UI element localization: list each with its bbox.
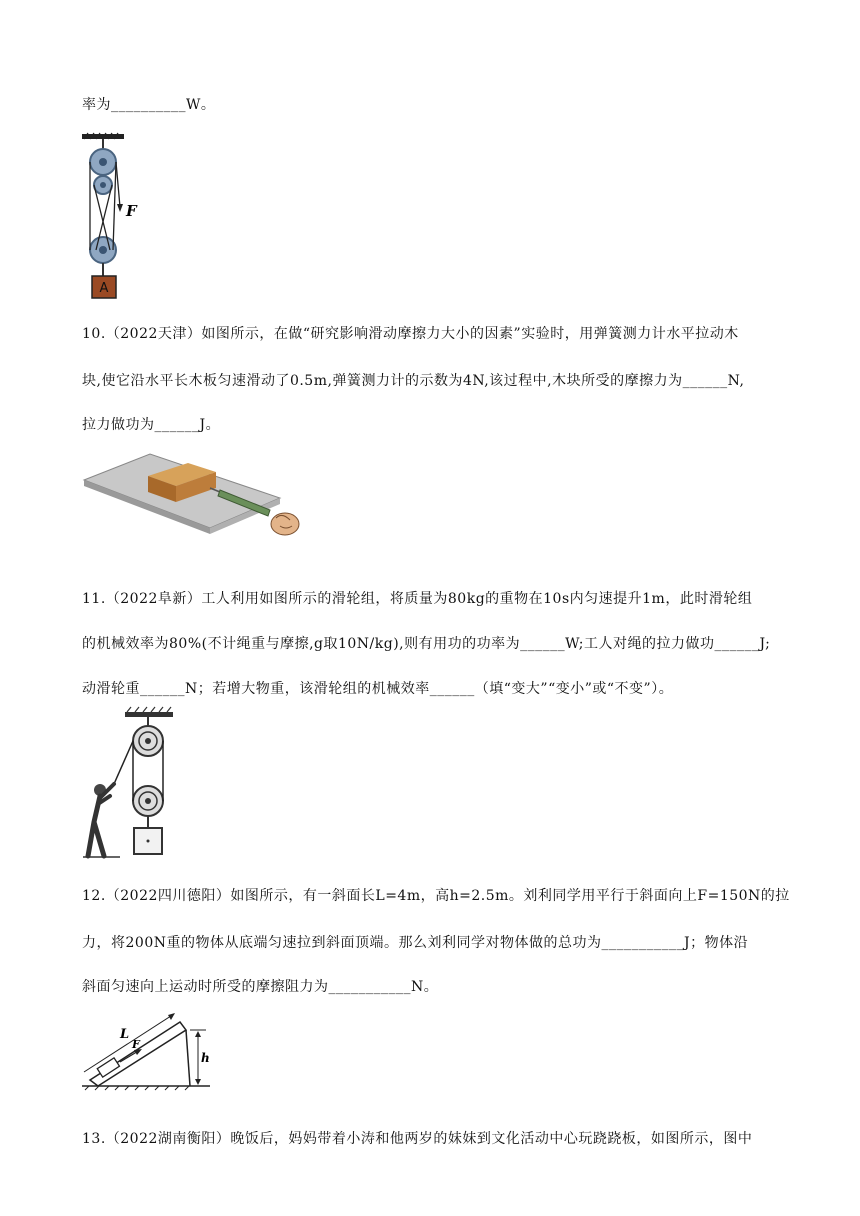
q10-line-3: 拉力做功为______J。 [82, 417, 221, 433]
q11-line-1: 11.（2022阜新）工人利用如图所示的滑轮组，将质量为80kg的重物在10s内匀速提升1m，此时滑轮组 [82, 591, 753, 607]
length-label: L [120, 1027, 130, 1042]
q10-line-1: 10.（2022天津）如图所示，在做“研究影响滑动摩擦力大小的因素”实验时，用弹簧测力计水平拉动木 [82, 326, 739, 342]
figure-friction-board-q10 [80, 450, 305, 550]
ceiling [125, 712, 173, 717]
q9-text-end: 率为__________W。 [82, 97, 216, 113]
q12-line-1: 12.（2022四川德阳）如图所示，有一斜面长L=4m，高h=2.5m。刘利同学用平行于斜面向上F=150N的拉 [82, 888, 790, 904]
force-arrow [117, 204, 123, 212]
q11-line-3: 动滑轮重______N；若增大物重，该滑轮组的机械效率______（填“变大”“变小”或“不变”）。 [82, 681, 674, 697]
pull-force-label: F [132, 1038, 140, 1051]
force-label: F [126, 202, 137, 220]
q13-line-1: 13.（2022湖南衡阳）晚饭后，妈妈带着小涛和他两岁的妹妹到文化活动中心玩跷跷板，如图所示，图中 [82, 1131, 753, 1147]
worker-figure [83, 784, 120, 857]
height-label: h [201, 1051, 210, 1065]
figure-pulley-system-q9 [80, 132, 155, 302]
q11-line-2: 的机械效率为80%(不计绳重与摩擦,g取10N/kg),则有用功的功率为______W;工人对绳的拉力做功______J; [82, 636, 771, 652]
block-a-label: A [99, 281, 109, 296]
figure-worker-pulley-q11 [80, 706, 180, 861]
q12-line-3: 斜面匀速向上运动时所受的摩擦阻力为___________N。 [82, 979, 439, 995]
q12-line-2: 力，将200N重的物体从底端匀速拉到斜面顶端。那么刘利同学对物体做的总功为___________J；物体沿 [82, 935, 749, 951]
figure-incline-q12 [80, 1008, 215, 1093]
q10-line-2: 块,使它沿水平长木板匀速滑动了0.5m,弹簧测力计的示数为4N,该过程中,木块所受的摩擦力为______N, [82, 373, 745, 389]
